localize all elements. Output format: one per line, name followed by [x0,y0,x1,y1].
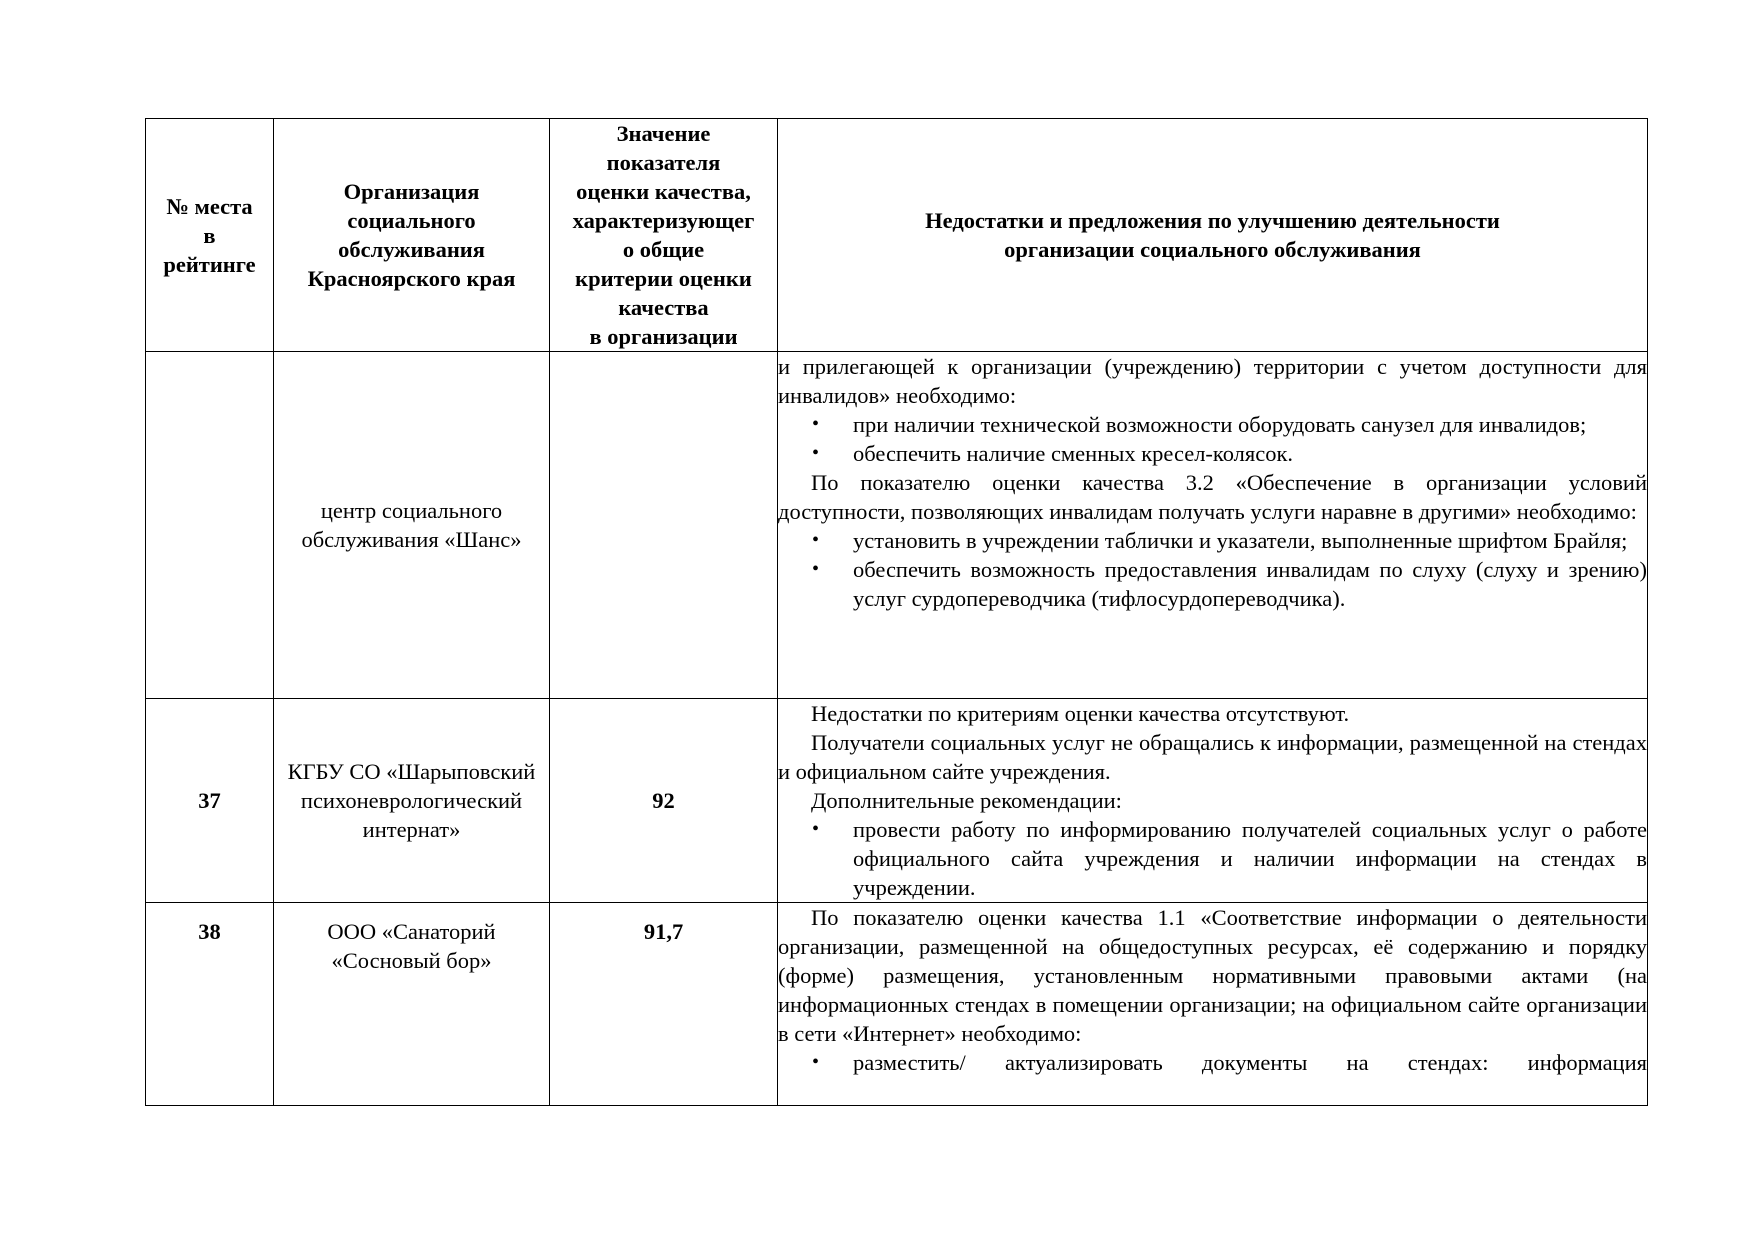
list-item: • обеспечить наличие сменных кресел-колясок. [812,441,1294,466]
bullet-list [778,1048,1647,1077]
bullet-list [778,410,1647,468]
table-row [146,699,1648,903]
list-item: • установить в учреждении таблички и указатели, выполненные шрифтом Брайля; [812,528,1628,553]
paragraph: Получатели социальных услуг не обращались к информации, размещенной на стендах и официальном сайте учреждения. [778,730,1647,784]
organization-name: ООО «Санаторий «Сосновый бор» [327,919,496,973]
list-item: • при наличии технической возможности оборудовать санузел для инвалидов; [812,412,1587,437]
header-shortcomings: Недостатки и предложения по улучшению деятельности организации социального обслуживания [778,119,1648,352]
paragraph: и прилегающей к организации (учреждению) территории с учетом доступности для инвалидов» необходимо: [778,354,1647,408]
paragraph: Недостатки по критериям оценки качества отсутствуют. [811,701,1350,726]
organization-cell [274,352,550,699]
place-cell: 37 [146,699,274,903]
bullet-icon: • [812,818,820,840]
header-organization: Организация социального обслуживания Красноярского края [274,119,550,352]
header-value: Значение показателя оценки качества, характеризующег о общие критерии оценки качества в организации [550,119,778,352]
paragraph: По показателю оценки качества 3.2 «Обеспечение в организации условий доступности, позволяющих инвалидам получать услуги наравне в другими» необходимо: [778,470,1647,524]
organization-cell [274,903,550,1106]
paragraph: Дополнительные рекомендации: [811,788,1122,813]
place-cell [146,352,274,699]
bullet-list [778,526,1647,613]
bullet-icon: • [812,529,820,551]
bullet-list [778,815,1647,902]
table-row [146,352,1648,699]
bullet-icon: • [812,442,820,464]
shortcomings-cell [778,903,1648,1106]
bullet-icon: • [812,413,820,435]
rating-table [145,118,1648,1106]
bullet-icon: • [812,558,820,580]
value-cell [550,352,778,699]
place-cell: 38 [146,903,274,1106]
header-place: № места в рейтинге [146,119,274,352]
organization-cell [274,699,550,903]
organization-name: центр социального обслуживания «Шанс» [301,498,522,552]
shortcomings-cell [778,352,1648,699]
list-item: • разместить/ актуализировать документы на стендах: информация [812,1050,1647,1075]
list-item: • обеспечить возможность предоставления инвалидам по слуху (слуху и зрению) услуг сурдопереводчика (тифлосурдопереводчика). [812,557,1647,611]
paragraph: По показателю оценки качества 1.1 «Соответствие информации о деятельности организации, размещенной на общедоступных ресурсах, её содержанию и порядку (форме) размещения, установленным нормативными правовыми актами (на информационных стендах в помещении организации; на официальном сайте организации в сети «Интернет» необходимо: [778,905,1647,1046]
bullet-icon: • [812,1051,820,1073]
value-cell: 92 [550,699,778,903]
table-row [146,903,1648,1106]
value-cell: 91,7 [550,903,778,1106]
shortcomings-cell [778,699,1648,903]
list-item: • провести работу по информированию получателей социальных услуг о работе официального сайта учреждения и наличии информации на стендах в учреждении. [812,817,1647,900]
header-row [146,119,1648,352]
organization-name: КГБУ СО «Шарыповский психоневрологический интернат» [287,759,536,842]
